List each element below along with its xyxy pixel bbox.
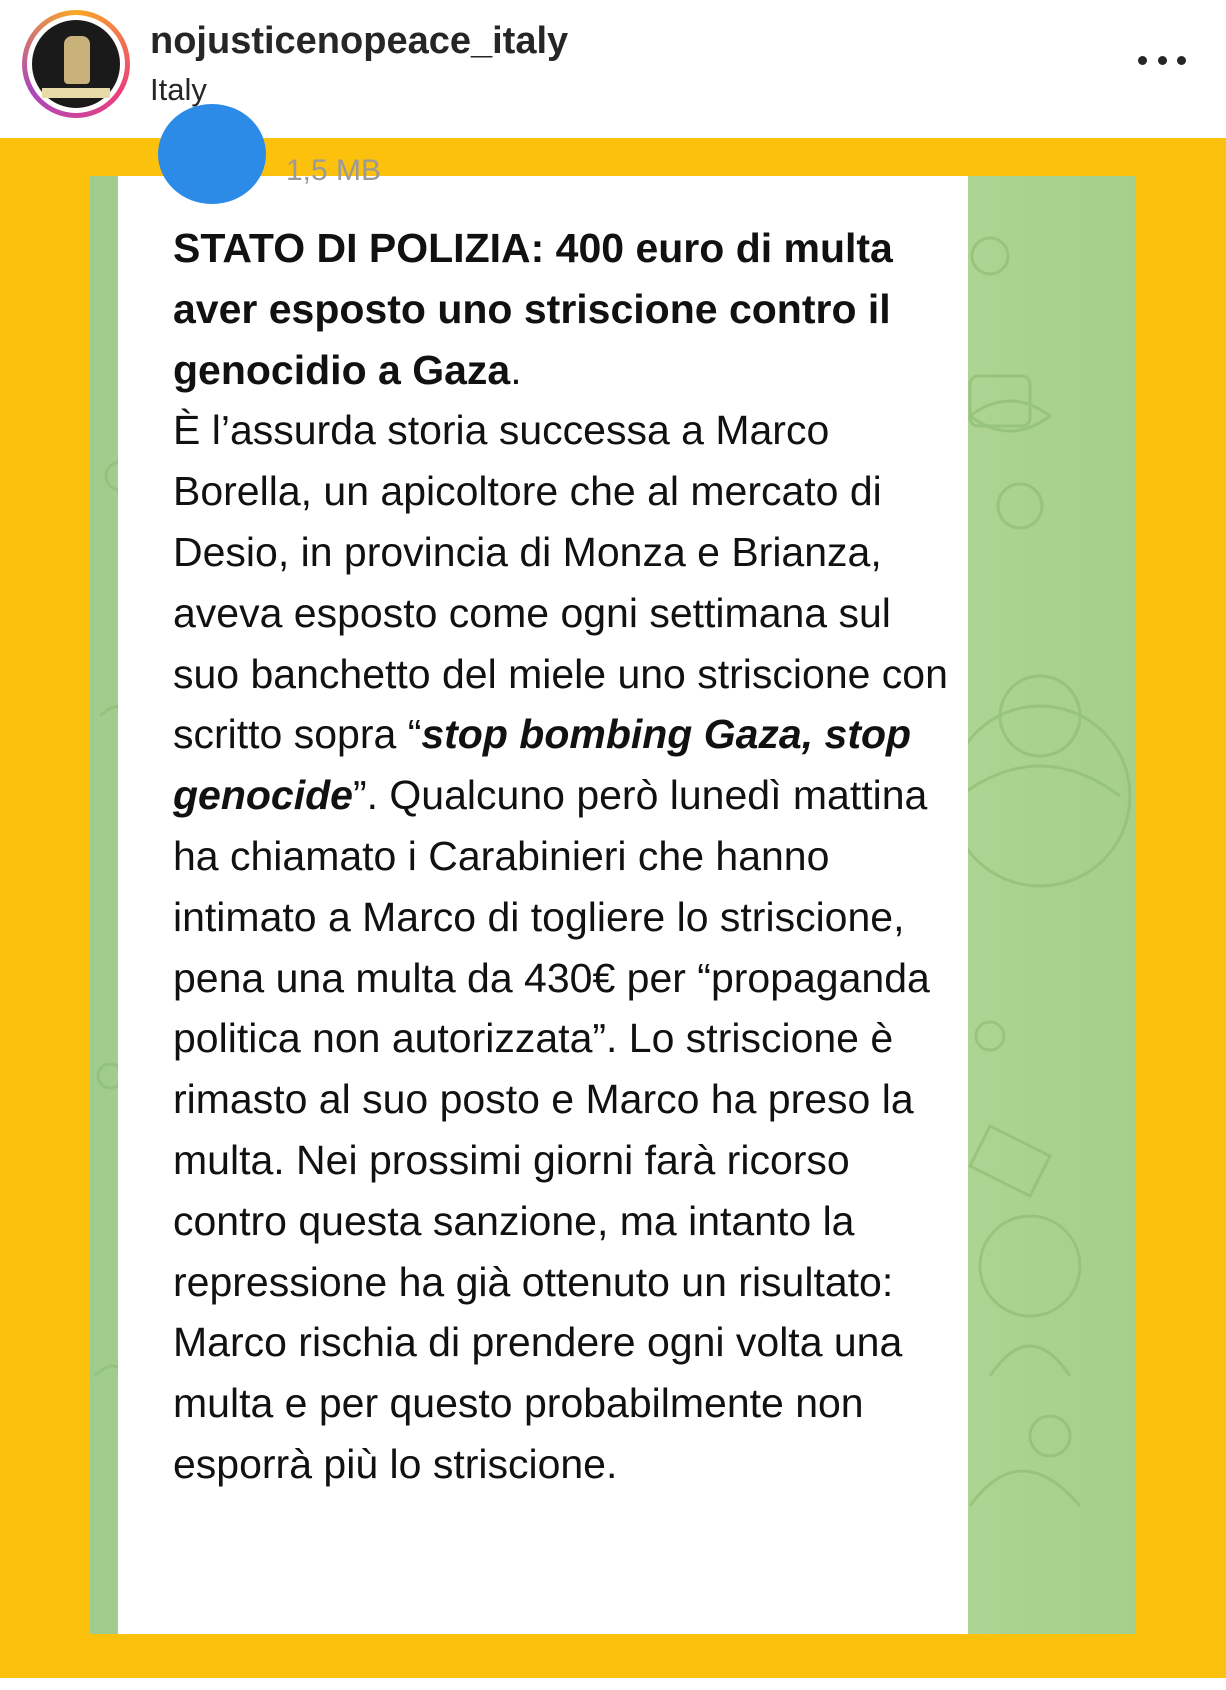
file-size: 1,5 MB [286,154,382,187]
message-bubble [118,154,968,1634]
bottom-strip [0,1678,1226,1690]
body-part-2: ”. Qualcuno però lunedì mattina ha chiamato i Carabinieri che hanno intimato a Marco di togliere lo striscione, pena una multa da 430€ per “propaganda politica non autorizzata”. Lo striscione è rimasto al suo posto e Marco ha preso la multa. Nei prossimi giorni farà ricorso contro questa sanzione, ma intanto la repressione ha già ottenuto un risultato: Marco rischia di prendere ogni volta una multa e per questo probabilmente non esporrà più lo striscione. [173,772,930,1487]
fist-icon [64,36,90,84]
file-download-icon[interactable] [158,104,266,204]
quote: stop bombing Gaza, stop genocide [173,711,912,819]
headline-end: . [510,346,522,393]
chat-background [90,154,1136,1634]
body-part-1: È l’assurda storia successa a Marco Borella, un apicoltore che al mercato di Desio, in provincia di Monza e Brianza, aveva esposto come ogni settimana sul suo banchetto del miele uno striscione con scritto sopra “ [173,407,948,758]
avatar[interactable] [27,15,125,113]
username-link[interactable]: nojusticenopeace_italy [150,20,569,62]
location-link[interactable]: Italy [150,72,207,107]
avatar-image [32,20,120,108]
more-horizontal-icon[interactable] [1138,48,1186,72]
headline: STATO DI POLIZIA: 400 euro di multa aver esposto uno striscione contro il genocidio a Gaza [173,225,893,393]
avatar-band [42,88,110,98]
message-text [173,218,963,1495]
post-image-frame [0,138,1226,1678]
story-ring[interactable] [22,10,130,118]
